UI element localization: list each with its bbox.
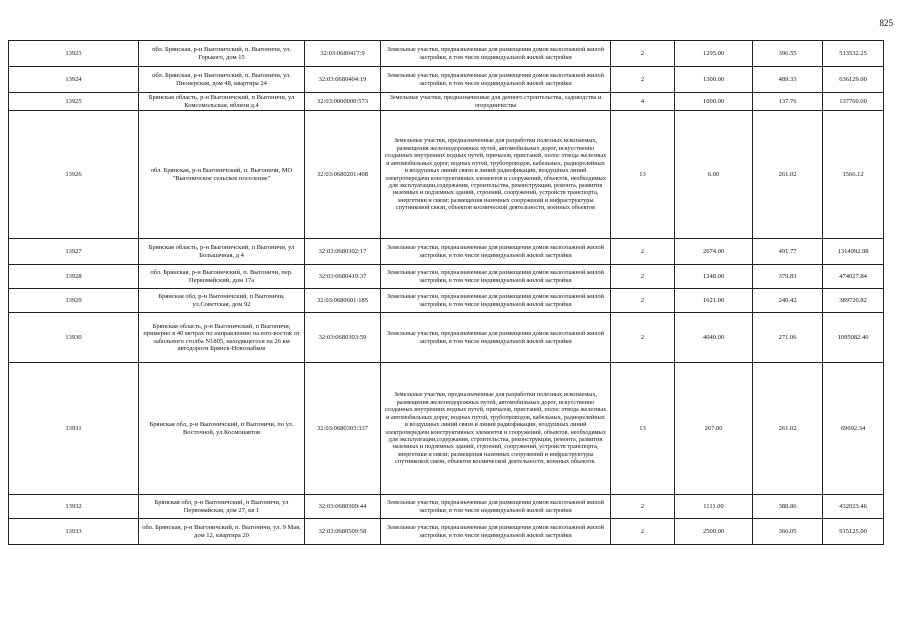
specific-value-cell: 271.06 — [753, 313, 823, 363]
cadastral-number-cell: 32:03:0680303:337 — [305, 363, 381, 495]
table-row — [9, 111, 884, 239]
area-cell: 1295.00 — [675, 41, 753, 67]
cadastral-number-cell: 32:03:0680303:59 — [305, 313, 381, 363]
address-cell: Брянская область, р-н Выгоничский, п Выгоничи, примерно в 40 метрах по направлению на юго-восток от забольного столба N1805, находящегося на 26 км автодороги Брянск-Новозыбков — [139, 313, 305, 363]
address-cell: Брянская обл, р-н Выгоничский, п Выгоничи, ул.Советская, дом 92 — [139, 289, 305, 313]
address-cell: обл. Брянская, р-н Выгоничский, п. Выгоничи, пер. Первомайский, дом 17а — [139, 265, 305, 289]
cadastral-value-cell: 915125.00 — [823, 519, 884, 545]
land-use-cell: Земельные участки, предназначенные для размещения домов малоэтажной жилой застройки, в том числе индивидуальной жилой застройки — [381, 41, 611, 67]
use-group-cell: 2 — [611, 495, 675, 519]
table-row — [9, 239, 884, 265]
land-use-cell: Земельные участки, предназначенные для размещения домов малоэтажной жилой застройки, в том числе индивидуальной жилой застройки — [381, 519, 611, 545]
area-cell: 2674.00 — [675, 239, 753, 265]
specific-value-cell: 366.05 — [753, 519, 823, 545]
row-number: 13929 — [9, 289, 139, 313]
row-number: 13933 — [9, 519, 139, 545]
address-cell: Брянская обл, р-н Выгоничский, п Выгоничи, ул Первомайская, дом 27, кв 1 — [139, 495, 305, 519]
specific-value-cell: 396.55 — [753, 41, 823, 67]
cadastral-value-cell: 432023.46 — [823, 495, 884, 519]
land-use-cell: Земельные участки, предназначенные для размещения домов малоэтажной жилой застройки, в том числе индивидуальной жилой застройки — [381, 495, 611, 519]
land-registry-table — [8, 40, 884, 545]
table-row — [9, 289, 884, 313]
cadastral-value-cell: 474027.84 — [823, 265, 884, 289]
table-row — [9, 93, 884, 111]
address-cell: обл. Брянская, р-н Выгоничский, п. Выгоничи, ул. Горького, дом 15 — [139, 41, 305, 67]
table-row — [9, 265, 884, 289]
area-cell: 1248.00 — [675, 265, 753, 289]
specific-value-cell: 379.83 — [753, 265, 823, 289]
cadastral-value-cell: 137760.00 — [823, 93, 884, 111]
use-group-cell: 2 — [611, 67, 675, 93]
area-cell: 6.00 — [675, 111, 753, 239]
land-use-cell: Земельные участки, предназначенные для разработки полезных ископаемых, размещения железнодорожных путей, автомобильных дорог, искусственно созданных внутренних водных путей, причалов, пристаней, полос отвода железных и автомобильных дорог, водных путей, трубопроводов, кабельных, радиорелейных и воздушных линий связи и линий радиофикации, воздушных линий электропередачи конструктивных элементов и сооружений, объектов, необходимых для эксплуатации,содержания, строительства, реконструкции, ремонта, развития наземных и подземных зданий, строений, сооружений, устройств транспорта, энергетики и связи; размещения наземных сооружений и инфраструктуры спутниковой связи, объектов космической деятельности, военных объектов — [381, 111, 611, 239]
area-cell: 1621.00 — [675, 289, 753, 313]
land-use-cell: Земельные участки, предназначенные для дачного строительства, садоводства и огородничества — [381, 93, 611, 111]
address-cell: Брянская обл, р-н Выгоничский, п Выгоничи, по ул. Восточной, ул.Космонавтов — [139, 363, 305, 495]
use-group-cell: 13 — [611, 111, 675, 239]
specific-value-cell: 388.86 — [753, 495, 823, 519]
cadastral-number-cell: 32:03:0680309:44 — [305, 495, 381, 519]
table-row — [9, 495, 884, 519]
specific-value-cell: 489.33 — [753, 67, 823, 93]
area-cell: 1000.00 — [675, 93, 753, 111]
table-row — [9, 519, 884, 545]
cadastral-number-cell: 32:03:0680509:58 — [305, 519, 381, 545]
table-row — [9, 363, 884, 495]
area-cell: 1300.00 — [675, 67, 753, 93]
address-cell: обл. Брянская, р-н Выгоничский, п. Выгоничи, ул. 9 Мая, дом 12, квартира 20 — [139, 519, 305, 545]
address-cell: обл. Брянская, р-н Выгоничский, п. Выгоничи, МО "Выгоничское сельское поселение" — [139, 111, 305, 239]
row-number: 13930 — [9, 313, 139, 363]
area-cell: 267.00 — [675, 363, 753, 495]
cadastral-number-cell: 32:03:0680302:17 — [305, 239, 381, 265]
row-number: 13923 — [9, 41, 139, 67]
row-number: 13925 — [9, 93, 139, 111]
cadastral-value-cell: 1566.12 — [823, 111, 884, 239]
cadastral-value-cell: 1314992.98 — [823, 239, 884, 265]
page-number: 825 — [879, 18, 893, 28]
land-use-cell: Земельные участки, предназначенные для размещения домов малоэтажной жилой застройки, в том числе индивидуальной жилой застройки — [381, 67, 611, 93]
use-group-cell: 2 — [611, 239, 675, 265]
cadastral-number-cell: 32:03:0680419:37 — [305, 265, 381, 289]
use-group-cell: 2 — [611, 289, 675, 313]
cadastral-number-cell: 32:03:0000000:573 — [305, 93, 381, 111]
cadastral-number-cell: 32:03:0680417:9 — [305, 41, 381, 67]
area-cell: 1111.00 — [675, 495, 753, 519]
use-group-cell: 2 — [611, 41, 675, 67]
address-cell: Брянская область, р-н Выгоничский, п Выгоничи, ул Большачная, д 4 — [139, 239, 305, 265]
use-group-cell: 2 — [611, 313, 675, 363]
specific-value-cell: 240.42 — [753, 289, 823, 313]
land-use-cell: Земельные участки, предназначенные для размещения домов малоэтажной жилой застройки, в том числе индивидуальной жилой застройки — [381, 289, 611, 313]
use-group-cell: 13 — [611, 363, 675, 495]
table-row — [9, 67, 884, 93]
specific-value-cell: 261.02 — [753, 363, 823, 495]
table-row — [9, 41, 884, 67]
cadastral-value-cell: 636129.00 — [823, 67, 884, 93]
land-use-cell: Земельные участки, предназначенные для разработки полезных ископаемых, размещения железнодорожных путей, автомобильных дорог, искусственно созданных внутренних водных путей, причалов, пристаней, полос отвода железных и автомобильных дорог, водных путей, трубопроводов, кабельных, радиорелейных и воздушных линий связи и линий радиофикации, воздушных линий электропередачи конструктивных элементов и сооружений, объектов, необходимых для эксплуатации,содержания, строительства, реконструкции, ремонта, развития наземных и подземных зданий, строений, сооружений, устройств транспорта, энергетики и связи; размещения наземных сооружений и инфраструктуры спутниковой связи, объектов космической деятельности, военных объектов. — [381, 363, 611, 495]
specific-value-cell: 261.02 — [753, 111, 823, 239]
row-number: 13931 — [9, 363, 139, 495]
table-row — [9, 313, 884, 363]
address-cell: Брянская область, р-н Выгоничский, п Выгоничи, ул Комсомольская, вблизи д.4 — [139, 93, 305, 111]
row-number: 13932 — [9, 495, 139, 519]
cadastral-number-cell: 32:03:0680404:19 — [305, 67, 381, 93]
cadastral-number-cell: 32:03:0680201:408 — [305, 111, 381, 239]
area-cell: 2500.00 — [675, 519, 753, 545]
specific-value-cell: 137.76 — [753, 93, 823, 111]
use-group-cell: 2 — [611, 519, 675, 545]
land-use-cell: Земельные участки, предназначенные для размещения домов малоэтажной жилой застройки, в том числе индивидуальной жилой застройки — [381, 239, 611, 265]
specific-value-cell: 491.77 — [753, 239, 823, 265]
use-group-cell: 2 — [611, 265, 675, 289]
cadastral-value-cell: 513532.25 — [823, 41, 884, 67]
cadastral-value-cell: 1095082.40 — [823, 313, 884, 363]
row-number: 13928 — [9, 265, 139, 289]
use-group-cell: 4 — [611, 93, 675, 111]
land-use-cell: Земельные участки, предназначенные для размещения домов малоэтажной жилой застройки, в том числе индивидуальной жилой застройки — [381, 265, 611, 289]
cadastral-value-cell: 69692.34 — [823, 363, 884, 495]
address-cell: обл. Брянская, р-н Выгоничский, п. Выгоничи, ул. Пионерская, дом 48, квартира 24 — [139, 67, 305, 93]
cadastral-value-cell: 389720.82 — [823, 289, 884, 313]
land-use-cell: Земельные участки, предназначенные для размещения домов малоэтажной жилой застройки, в том числе индивидуальной жилой застройки — [381, 313, 611, 363]
cadastral-number-cell: 32:03:0680601:185 — [305, 289, 381, 313]
row-number: 13927 — [9, 239, 139, 265]
area-cell: 4040.00 — [675, 313, 753, 363]
row-number: 13924 — [9, 67, 139, 93]
row-number: 13926 — [9, 111, 139, 239]
